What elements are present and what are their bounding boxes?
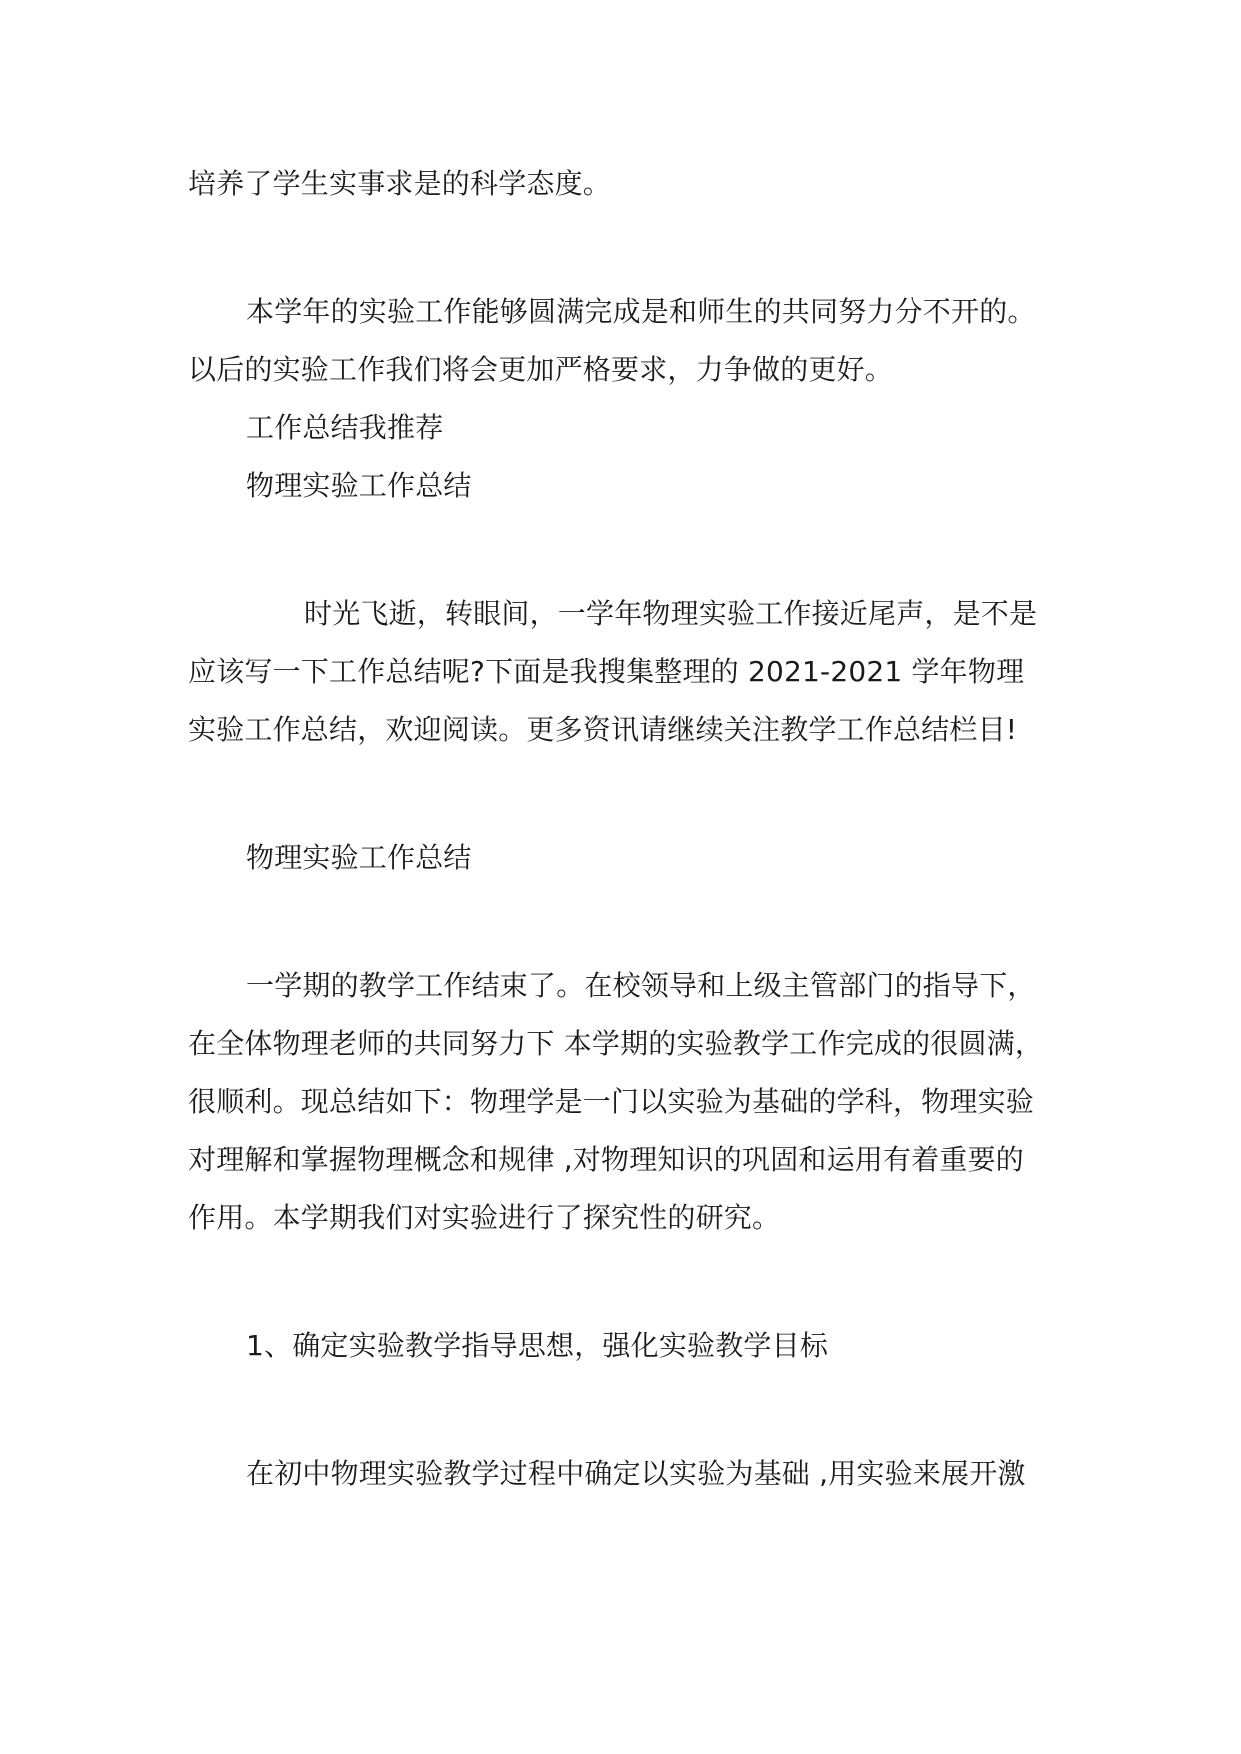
paragraph-line: 在初中物理实验教学过程中确定以实验为基础 ,用实验来展开激 [246, 1457, 1026, 1490]
paragraph-line: 对理解和掌握物理概念和规律 ,对物理知识的巩固和运用有着重要的 [188, 1143, 1025, 1176]
paragraph-line: 一学期的教学工作结束了。在校领导和上级主管部门的指导下， [246, 969, 1036, 1002]
section-heading: 1、确定实验教学指导思想，强化实验教学目标 [246, 1329, 829, 1362]
paragraph-line: 时光飞逝，转眼间，一学年物理实验工作接近尾声，是不是 [304, 597, 1038, 630]
paragraph-line: 以后的实验工作我们将会更加严格要求，力争做的更好。 [188, 353, 894, 386]
paragraph-line: 实验工作总结，欢迎阅读。更多资讯请继续关注教学工作总结栏目! [188, 713, 1018, 746]
paragraph-line: 培养了学生实事求是的科学态度。 [188, 167, 612, 200]
section-title: 物理实验工作总结 [246, 841, 472, 874]
section-label: 工作总结我推荐 [246, 411, 444, 444]
paragraph-line: 很顺利。现总结如下：物理学是一门以实验为基础的学科，物理实验 [188, 1085, 1035, 1118]
paragraph-line: 本学年的实验工作能够圆满完成是和师生的共同努力分不开的。 [246, 295, 1036, 328]
paragraph-line: 应该写一下工作总结呢?下面是我搜集整理的 2021-2021 学年物理 [188, 655, 1025, 688]
paragraph-line: 作用。本学期我们对实验进行了探究性的研究。 [188, 1201, 781, 1234]
section-title: 物理实验工作总结 [246, 469, 472, 502]
paragraph-line: 在全体物理老师的共同努力下 本学期的实验教学工作完成的很圆满， [188, 1027, 1044, 1060]
